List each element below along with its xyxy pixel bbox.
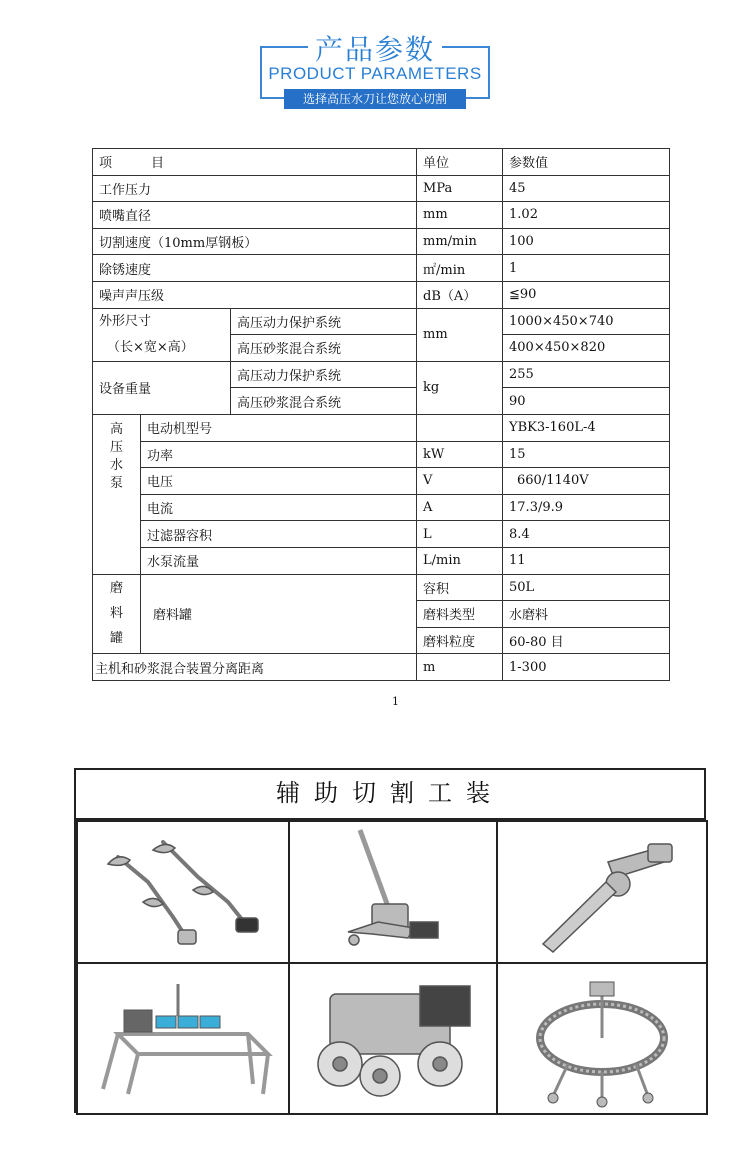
table-row: 磨料粒度 60-80 目	[93, 627, 670, 654]
page-subtitle: PRODUCT PARAMETERS	[268, 64, 482, 83]
lance-nozzle-icon	[78, 822, 288, 962]
page-header	[0, 0, 750, 115]
table-row: 外形尺寸 （长×宽×高） 高压动力保护系统 mm 1000×450×740	[93, 308, 670, 335]
table-row: 噪声声压级 dB（A） ≦90	[93, 281, 670, 308]
table-row: 切割速度（10mm厚钢板） mm/min 100	[93, 228, 670, 255]
table-header-row	[93, 149, 670, 176]
tool-cell-4	[76, 962, 290, 1115]
table-row: 过滤器容积 L 8.4	[93, 521, 670, 548]
dimensions-label: 外形尺寸 （长×宽×高）	[93, 308, 231, 361]
tool-cell-1	[76, 820, 290, 964]
abrasive-name: 磨料罐	[141, 574, 417, 654]
table-row: 主机和砂浆混合装置分离距离 m 1-300	[93, 654, 670, 681]
table-row: 磨 料 罐 磨料罐 容积 50L	[93, 574, 670, 601]
table-row: 高压砂浆混合系统 400×450×820	[93, 335, 670, 362]
magnetic-crawler-icon	[290, 964, 496, 1113]
tool-cell-3	[496, 820, 708, 964]
parameters-table	[92, 148, 670, 681]
header-unit: 单位	[417, 149, 503, 176]
tool-cell-6	[496, 962, 708, 1115]
header-value: 参数值	[503, 149, 670, 176]
pump-label-text: 高 压 水 泵	[109, 421, 123, 491]
pipe-clamp-cutter-icon	[290, 822, 496, 962]
table-row: 水泵流量 L/min 11	[93, 547, 670, 574]
header-item: 项 目	[93, 149, 417, 176]
table-row: 功率 kW 15	[93, 441, 670, 468]
abrasive-label	[93, 574, 141, 654]
swivel-arm-nozzle-icon	[498, 822, 706, 962]
table-row: 磨料类型 水磨料	[93, 601, 670, 628]
header-frame-bottom-right	[464, 97, 490, 99]
table-row: 电流 A 17.3/9.9	[93, 494, 670, 521]
slogan-badge: 选择高压水刀让您放心切割	[284, 89, 466, 109]
table-row: 高压砂浆混合系统 90	[93, 388, 670, 415]
page-title: 产品参数	[314, 33, 435, 66]
pump-label	[93, 414, 141, 574]
table-row: 除锈速度 ㎡/min 1	[93, 255, 670, 282]
tool-cell-5	[288, 962, 498, 1115]
page-number: 1	[392, 695, 399, 708]
auxiliary-tools-panel	[74, 768, 706, 1113]
weight-label: 设备重量	[93, 361, 231, 414]
table-row: 高 压 水 泵 电动机型号 YBK3-160L-4	[93, 414, 670, 441]
table-row: 工作压力 MPa 45	[93, 175, 670, 202]
ring-cutting-frame-icon	[498, 964, 706, 1113]
header-frame-bottom-left	[260, 97, 286, 99]
abrasive-label-text: 磨 料 罐	[109, 581, 123, 647]
tool-cell-2	[288, 820, 498, 964]
rail-track-frame-icon	[78, 964, 288, 1113]
tools-title: 辅助切割工装	[76, 770, 704, 820]
dimensions-unit: mm	[417, 308, 503, 361]
table-row: 电压 V 660/1140V	[93, 468, 670, 495]
weight-unit: kg	[417, 361, 503, 414]
table-row: 喷嘴直径 mm 1.02	[93, 202, 670, 229]
table-row: 设备重量 高压动力保护系统 kg 255	[93, 361, 670, 388]
